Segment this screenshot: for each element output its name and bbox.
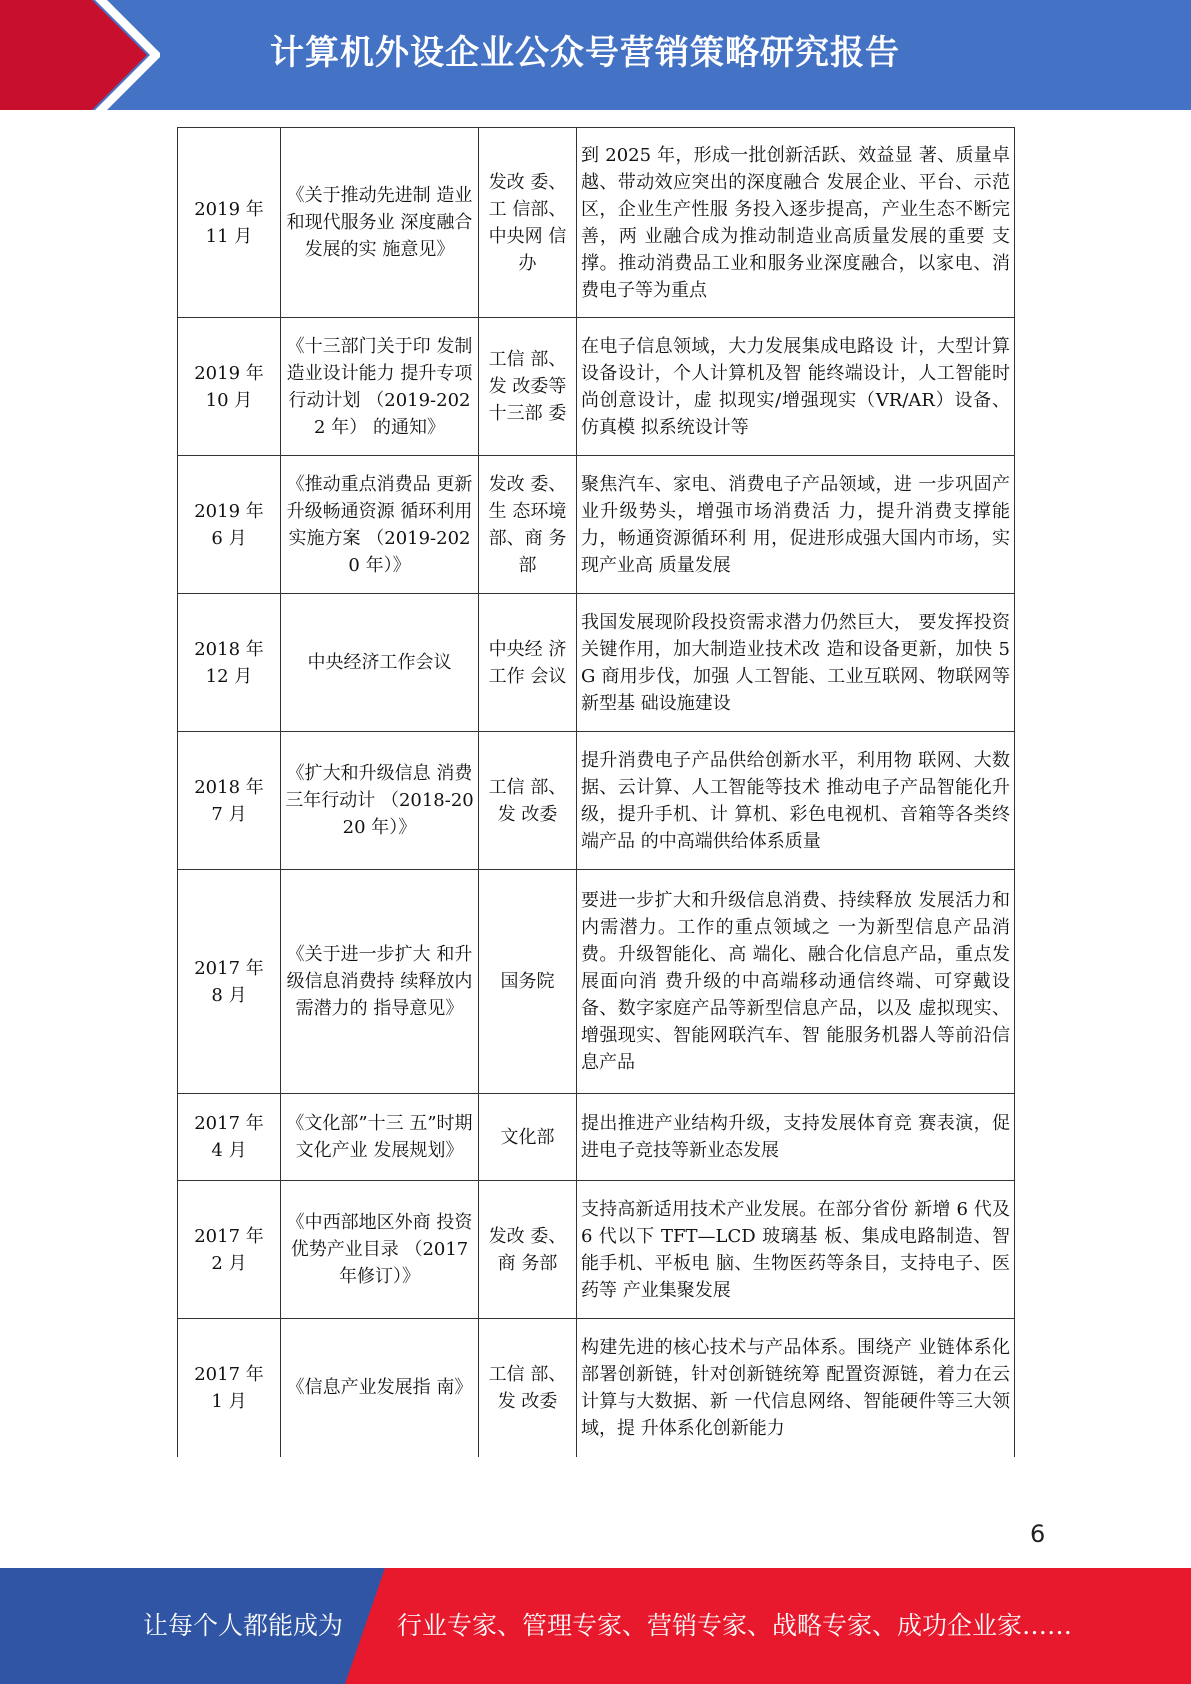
page-header <box>0 0 1191 110</box>
page-number: 6 <box>1030 1520 1046 1548</box>
content-cell: 到 2025 年，形成一批创新活跃、效益显 著、质量卓越、带动效应突出的深度融合 发展企业、平台、示范区，企业生产性服 务投入逐步提高，产业生态不断完善，两 业融合成为推动制造业高质量发展的重要 支撑。推动消费品工业和服务业深度融合，以家电、消费电子等为重点 <box>577 128 1015 318</box>
table-row <box>178 318 1015 456</box>
table-row <box>178 456 1015 594</box>
page-footer <box>0 1568 1191 1684</box>
policy-table <box>177 127 1015 1457</box>
content-cell: 聚焦汽车、家电、消费电子产品领域，进 一步巩固产业升级势头，增强市场消费活 力，提升消费支撑能力，畅通资源循环利 用，促进形成强大国内市场，实现产业高 质量发展 <box>577 456 1015 594</box>
department-cell: 发改 委、商 务部 <box>479 1181 577 1319</box>
content-cell: 提升消费电子产品供给创新水平，利用物 联网、大数据、云计算、人工智能等技术 推动电子产品智能化升级，提升手机、计 算机、彩色电视机、音箱等各类终端产品 的中高端供给体系质量 <box>577 732 1015 870</box>
content-cell: 提出推进产业结构升级，支持发展体育竞 赛表演，促进电子竞技等新业态发展 <box>577 1094 1015 1181</box>
department-cell: 发改 委、生 态环境 部、商 务部 <box>479 456 577 594</box>
content-cell: 在电子信息领域，大力发展集成电路设 计，大型计算设备设计，个人计算机及智 能终端设计，人工智能时尚创意设计，虚 拟现实/增强现实（VR/AR）设备、仿真模 拟系统设计等 <box>577 318 1015 456</box>
content-cell: 我国发展现阶段投资需求潜力仍然巨大， 要发挥投资关键作用，加大制造业技术改 造和设备更新，加快 5G 商用步伐，加强 人工智能、工业互联网、物联网等新型基 础设施建设 <box>577 594 1015 732</box>
department-cell: 工信 部、发 改委等 十三部 委 <box>479 318 577 456</box>
footer-slogan-right: 行业专家、管理专家、营销专家、战略专家、成功企业家…… <box>397 1611 1073 1640</box>
department-cell: 国务院 <box>479 870 577 1094</box>
policy-name-cell: 《关于进一步扩大 和升级信息消费持 续释放内需潜力的 指导意见》 <box>281 870 479 1094</box>
date-cell: 2017 年 2 月 <box>178 1181 281 1319</box>
policy-name-cell: 《推动重点消费品 更新升级畅通资源 循环利用实施方案 （2019-2020 年）》 <box>281 456 479 594</box>
policy-name-cell: 《信息产业发展指 南》 <box>281 1319 479 1457</box>
date-cell: 2018 年 7 月 <box>178 732 281 870</box>
policy-name-cell: 《扩大和升级信息 消费三年行动计 （2018-2020 年）》 <box>281 732 479 870</box>
department-cell: 工信 部、发 改委 <box>479 1319 577 1457</box>
date-cell: 2017 年 1 月 <box>178 1319 281 1457</box>
date-cell: 2017 年 8 月 <box>178 870 281 1094</box>
department-cell: 工信 部、发 改委 <box>479 732 577 870</box>
content-cell: 构建先进的核心技术与产品体系。围绕产 业链体系化部署创新链，针对创新链统筹 配置资源链，着力在云计算与大数据、新 一代信息网络、智能硬件等三大领域，提 升体系化创新能力 <box>577 1319 1015 1457</box>
date-cell: 2019 年 6 月 <box>178 456 281 594</box>
table-row <box>178 732 1015 870</box>
policy-name-cell: 《中西部地区外商 投资优势产业目录 （2017 年修订）》 <box>281 1181 479 1319</box>
date-cell: 2019 年 10 月 <box>178 318 281 456</box>
report-title: 计算机外设企业公众号营销策略研究报告 <box>270 33 900 73</box>
content-cell: 要进一步扩大和升级信息消费、持续释放 发展活力和内需潜力。工作的重点领域之 一为新型信息产品消费。升级智能化、高 端化、融合化信息产品，重点发展面向消 费升级的中高端移动通信终端、可穿戴设 备、数字家庭产品等新型信息产品，以及 虚拟现实、增强现实、智能网联汽车、智 能服务机器人等前沿信息产品 <box>577 870 1015 1094</box>
policy-name-cell: 中央经济工作会议 <box>281 594 479 732</box>
table-row <box>178 128 1015 318</box>
table-row <box>178 1319 1015 1457</box>
department-cell: 中央经 济工作 会议 <box>479 594 577 732</box>
date-cell: 2018 年 12 月 <box>178 594 281 732</box>
table-row <box>178 594 1015 732</box>
department-cell: 发改 委、工 信部、中央网 信办 <box>479 128 577 318</box>
policy-name-cell: 《关于推动先进制 造业和现代服务业 深度融合发展的实 施意见》 <box>281 128 479 318</box>
content-cell: 支持高新适用技术产业发展。在部分省份 新增 6 代及 6 代以下 TFT—LCD 玻璃基 板、集成电路制造、智能手机、平板电 脑、生物医药等条目，支持电子、医药等 产业集聚发展 <box>577 1181 1015 1319</box>
date-cell: 2019 年 11 月 <box>178 128 281 318</box>
policy-name-cell: 《文化部”十三 五”时期文化产业 发展规划》 <box>281 1094 479 1181</box>
table-row <box>178 1094 1015 1181</box>
table-row <box>178 870 1015 1094</box>
department-cell: 文化部 <box>479 1094 577 1181</box>
date-cell: 2017 年 4 月 <box>178 1094 281 1181</box>
footer-slogan-left: 让每个人都能成为 <box>143 1611 344 1640</box>
table-row <box>178 1181 1015 1319</box>
header-arrow-icon <box>0 0 160 110</box>
policy-name-cell: 《十三部门关于印 发制造业设计能力 提升专项行动计划 （2019-2022 年） 的通知》 <box>281 318 479 456</box>
